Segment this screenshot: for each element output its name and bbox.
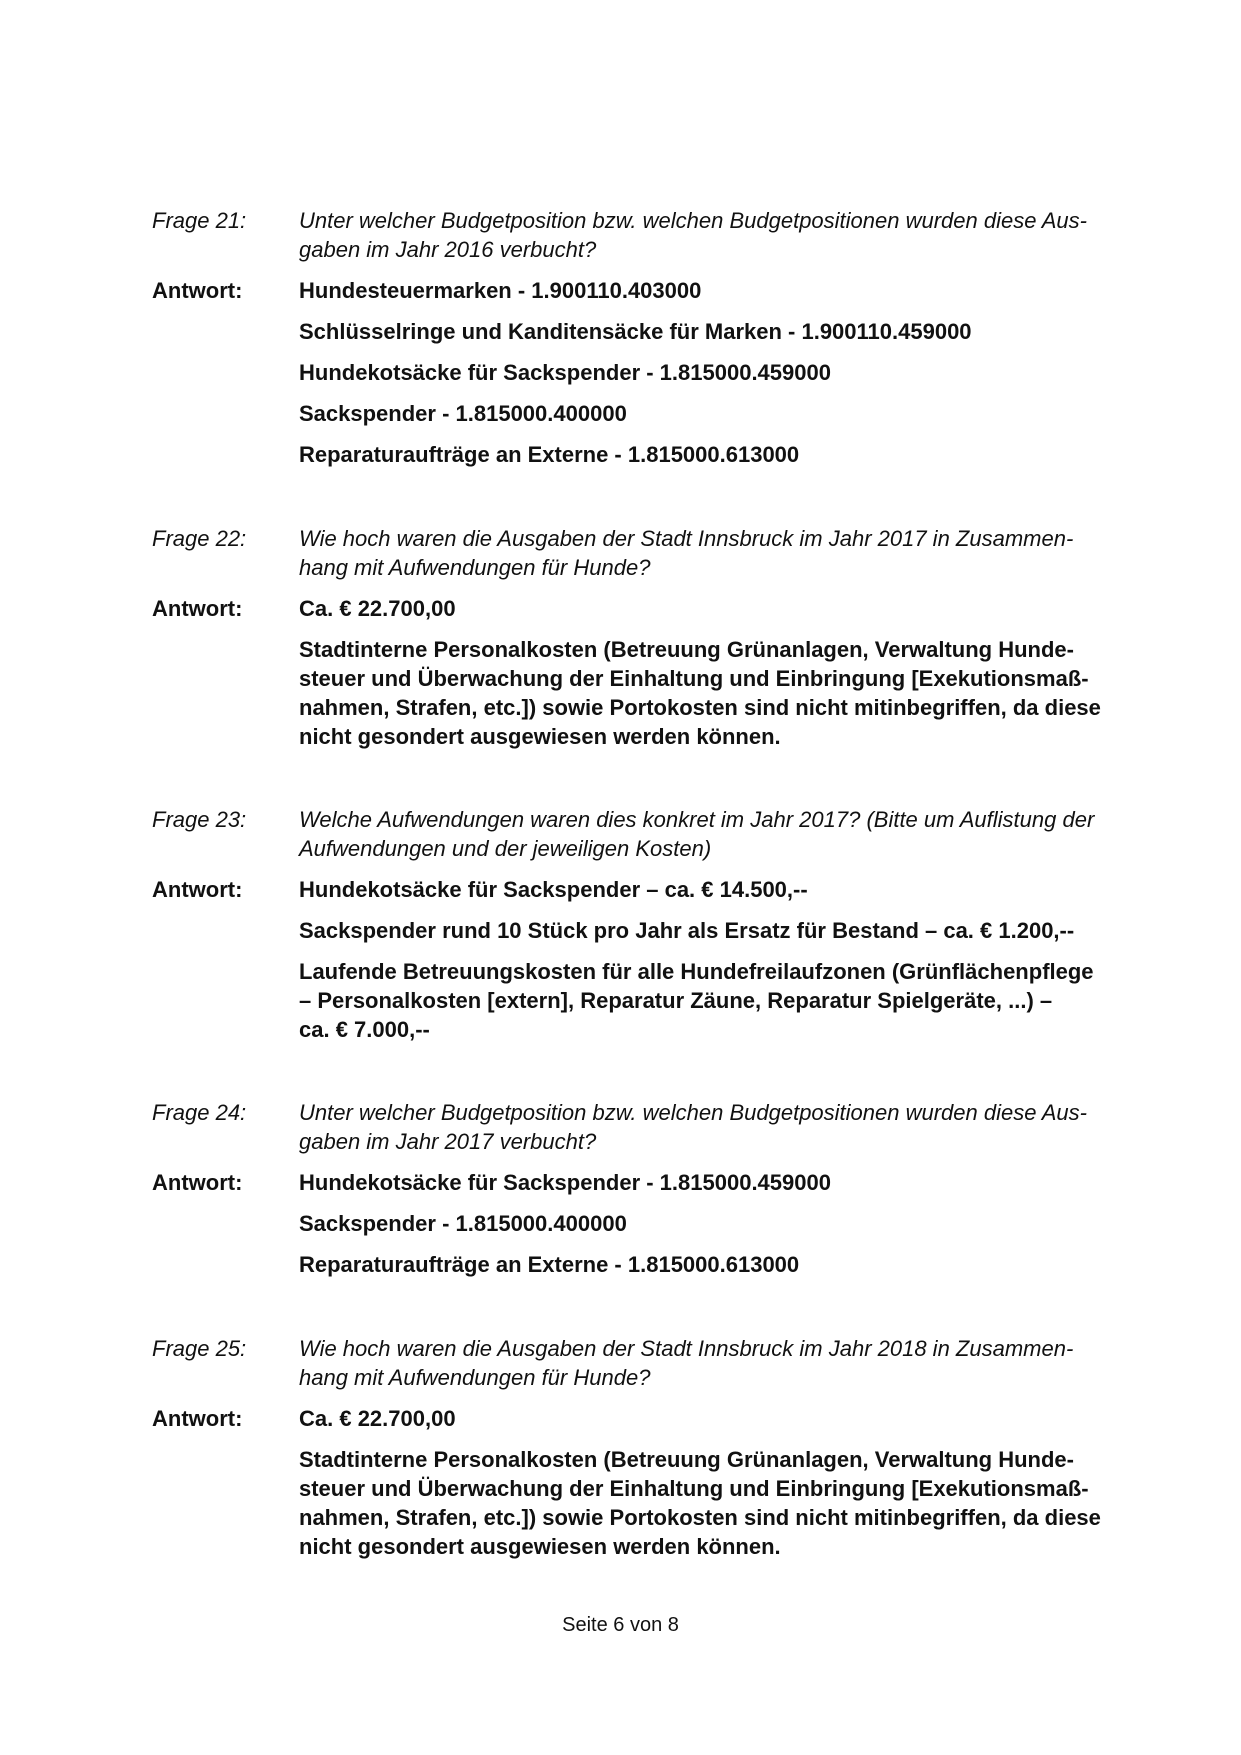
- answer-line: Ca. € 22.700,00: [299, 596, 456, 621]
- question-text: [299, 1334, 1142, 1392]
- answer-line: Stadtinterne Personalkosten (Betreuung Grünanlagen, Verwaltung Hunde-: [299, 1447, 1074, 1472]
- qa-block-23: [152, 805, 1142, 1044]
- answer-line: nicht gesondert ausgewiesen werden können.: [299, 1534, 781, 1559]
- answer-item: [299, 1445, 1142, 1561]
- answer-text: [299, 1404, 1142, 1561]
- answer-line: nahmen, Strafen, etc.]) sowie Portokosten sind nicht mitinbegriffen, da diese: [299, 695, 1101, 720]
- answer-line: Sackspender rund 10 Stück pro Jahr als Ersatz für Bestand – ca. € 1.200,--: [299, 918, 1075, 943]
- answer-item: [299, 1209, 1142, 1238]
- question-text: [299, 805, 1142, 863]
- answer-item: [299, 635, 1142, 751]
- question-label: Frage 21:: [152, 208, 247, 233]
- qa-block-25: [152, 1334, 1142, 1561]
- answer-line: ca. € 7.000,--: [299, 1017, 430, 1042]
- answer-label: Antwort:: [152, 1170, 243, 1195]
- answer-line: Hundekotsäcke für Sackspender - 1.815000.459000: [299, 360, 831, 385]
- question-label: Frage 23:: [152, 807, 247, 832]
- answer-row: [152, 875, 1142, 1044]
- answer-item: [299, 1250, 1142, 1279]
- question-line: Wie hoch waren die Ausgaben der Stadt Innsbruck im Jahr 2017 in Zusammen-: [299, 526, 1074, 551]
- answer-label: Antwort:: [152, 596, 243, 621]
- answer-line: nicht gesondert ausgewiesen werden können.: [299, 724, 781, 749]
- question-line: hang mit Aufwendungen für Hunde?: [299, 1365, 651, 1390]
- answer-text: [299, 594, 1142, 751]
- question-line: Welche Aufwendungen waren dies konkret im Jahr 2017? (Bitte um Auflistung der: [299, 807, 1095, 832]
- answer-line: Reparaturaufträge an Externe - 1.815000.613000: [299, 442, 800, 467]
- answer-item: [299, 957, 1142, 1044]
- question-text: [299, 206, 1142, 264]
- answer-line: Laufende Betreuungskosten für alle Hundefreilaufzonen (Grünflächenpflege: [299, 959, 1094, 984]
- answer-item: [299, 875, 1142, 904]
- answer-line: Hundekotsäcke für Sackspender - 1.815000.459000: [299, 1170, 831, 1195]
- question-row: [152, 1098, 1142, 1156]
- answer-line: Hundesteuermarken - 1.900110.403000: [299, 278, 702, 303]
- answer-line: Hundekotsäcke für Sackspender – ca. € 14.500,--: [299, 877, 808, 902]
- answer-text: [299, 276, 1142, 469]
- answer-line: steuer und Überwachung der Einhaltung und Einbringung [Exekutionsmaß-: [299, 666, 1089, 691]
- answer-item: [299, 399, 1142, 428]
- question-row: [152, 805, 1142, 863]
- answer-text: [299, 875, 1142, 1044]
- answer-line: Sackspender - 1.815000.400000: [299, 401, 627, 426]
- question-line: Unter welcher Budgetposition bzw. welchen Budgetpositionen wurden diese Aus-: [299, 208, 1087, 233]
- answer-item: [299, 1404, 1142, 1433]
- page-number: Seite 6 von 8: [562, 1614, 679, 1636]
- question-label: Frage 24:: [152, 1100, 247, 1125]
- qa-block-21: [152, 206, 1142, 469]
- answer-line: Ca. € 22.700,00: [299, 1406, 456, 1431]
- answer-label: Antwort:: [152, 877, 243, 902]
- question-text: [299, 524, 1142, 582]
- question-row: [152, 206, 1142, 264]
- question-line: hang mit Aufwendungen für Hunde?: [299, 555, 651, 580]
- question-line: gaben im Jahr 2016 verbucht?: [299, 237, 597, 262]
- answer-line: – Personalkosten [extern], Reparatur Zäune, Reparatur Spielgeräte, ...) –: [299, 988, 1053, 1013]
- answer-line: Sackspender - 1.815000.400000: [299, 1211, 627, 1236]
- answer-line: Reparaturaufträge an Externe - 1.815000.613000: [299, 1252, 800, 1277]
- question-label: Frage 22:: [152, 526, 247, 551]
- answer-item: [299, 358, 1142, 387]
- answer-row: [152, 276, 1142, 469]
- qa-block-22: [152, 524, 1142, 751]
- answer-text: [299, 1168, 1142, 1279]
- answer-item: [299, 1168, 1142, 1197]
- answer-line: Stadtinterne Personalkosten (Betreuung Grünanlagen, Verwaltung Hunde-: [299, 637, 1074, 662]
- question-label: Frage 25:: [152, 1336, 247, 1361]
- answer-line: steuer und Überwachung der Einhaltung und Einbringung [Exekutionsmaß-: [299, 1476, 1089, 1501]
- answer-row: [152, 1404, 1142, 1561]
- question-row: [152, 1334, 1142, 1392]
- question-row: [152, 524, 1142, 582]
- question-line: Aufwendungen und der jeweiligen Kosten): [299, 836, 712, 861]
- answer-item: [299, 317, 1142, 346]
- answer-item: [299, 440, 1142, 469]
- answer-label: Antwort:: [152, 278, 243, 303]
- answer-row: [152, 1168, 1142, 1279]
- answer-line: nahmen, Strafen, etc.]) sowie Portokosten sind nicht mitinbegriffen, da diese: [299, 1505, 1101, 1530]
- answer-row: [152, 594, 1142, 751]
- question-line: Unter welcher Budgetposition bzw. welchen Budgetpositionen wurden diese Aus-: [299, 1100, 1087, 1125]
- question-line: gaben im Jahr 2017 verbucht?: [299, 1129, 597, 1154]
- question-text: [299, 1098, 1142, 1156]
- answer-item: [299, 594, 1142, 623]
- answer-label: Antwort:: [152, 1406, 243, 1431]
- question-line: Wie hoch waren die Ausgaben der Stadt Innsbruck im Jahr 2018 in Zusammen-: [299, 1336, 1074, 1361]
- answer-item: [299, 916, 1142, 945]
- answer-line: Schlüsselringe und Kanditensäcke für Marken - 1.900110.459000: [299, 319, 972, 344]
- qa-block-24: [152, 1098, 1142, 1279]
- answer-item: [299, 276, 1142, 305]
